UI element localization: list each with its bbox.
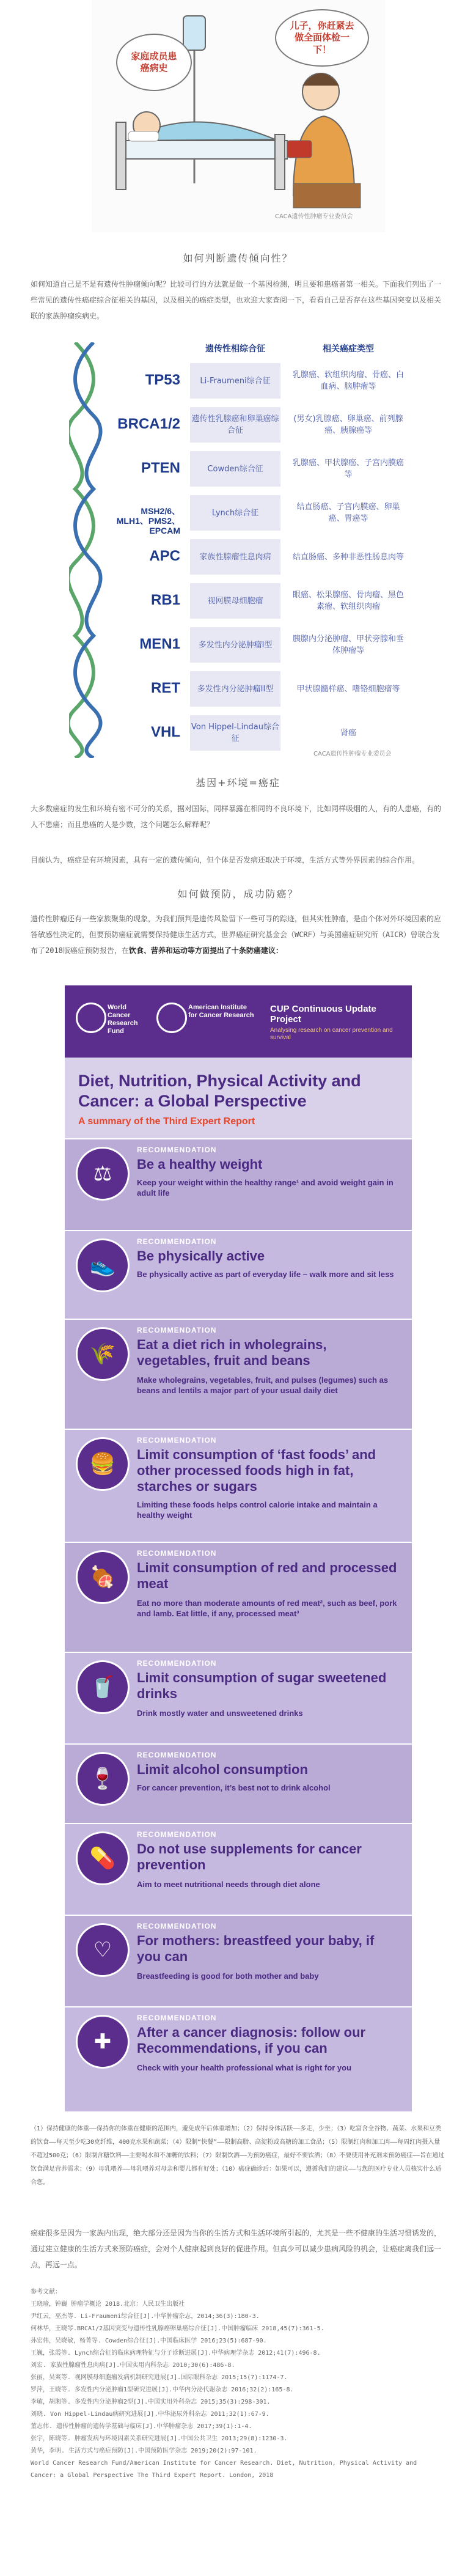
table-row xyxy=(112,493,411,533)
recommendation-detail: Check with your health professional what is right for you xyxy=(137,2063,352,2072)
recommendation-title: Be a healthy weight xyxy=(137,1157,263,1172)
cancer-types: 甲状腺髓样癌、嗜铬细胞瘤等 xyxy=(296,684,400,694)
recommendation-item xyxy=(65,1429,412,1543)
recommendation-detail: Breastfeeding is good for both mother and baby xyxy=(137,1971,319,1981)
cancer-types: 胰腺内分泌肿瘤、甲状旁腺和垂体肿瘤等 xyxy=(292,635,404,655)
recommendation-label: RECOMMENDATION xyxy=(137,1830,217,1839)
recommendation-title: Limit consumption of ‘fast foods’ and other processed foods high in fat, starches or sugars xyxy=(137,1447,376,1494)
syndrome-name: Cowden综合征 xyxy=(190,451,280,487)
wheat-icon: 🌾 xyxy=(76,1327,130,1381)
org-aicr: American Institute for Cancer Research xyxy=(188,1004,254,1019)
globe-icon xyxy=(76,1003,106,1033)
cancer-types: 结直肠癌、多种非恶性肠息肉等 xyxy=(292,552,404,562)
section-title-gene-environment: 基因+环境=癌症 xyxy=(196,777,280,789)
reference-item: 张丽，吴爽等. 视网膜母细胞瘤发病机制研究进展[J].国际眼科杂志 2015;15(7):1174-7. xyxy=(31,2374,288,2381)
references xyxy=(31,2286,446,2482)
meat-icon: 🍖 xyxy=(76,1550,130,1604)
org-cup: CUP Continuous Update Project xyxy=(270,1004,376,1025)
recommendation-detail: Aim to meet nutritional needs through diet alone xyxy=(137,1880,320,1889)
cancer-types: 肾癌 xyxy=(340,728,356,738)
reference-item: 罗萍，王晓等. 多发性内分泌肿瘤1型研究进展[J].中华内分泌代谢杂志 2016;32(2):165-8. xyxy=(31,2386,294,2393)
drink-cup-icon: 🥤 xyxy=(76,1660,130,1714)
section-title-prevention: 如何做预防，成功防癌？ xyxy=(177,888,299,900)
cancer-types: 乳腺癌、甲状腺癌、子宫内膜癌等 xyxy=(292,458,404,479)
gene-name: VHL xyxy=(151,724,180,740)
syndrome-name: Von Hippel-Lindau综合征 xyxy=(190,715,280,751)
dna-helix-graphic xyxy=(69,342,106,758)
section-paragraph-prevention xyxy=(31,911,446,959)
syndrome-name: 家族性腺瘤性息肉病 xyxy=(190,539,280,575)
reference-item: 董志伟. 遗传性肿瘤的遗传学基础与临床[J].中华肿瘤杂志 2017;39(1):1-4. xyxy=(31,2423,252,2430)
recommendation-title: Be physically active xyxy=(137,1248,265,1264)
recommendation-label: RECOMMENDATION xyxy=(137,1922,217,1930)
reference-item: 黄华，李明. 生活方式与癌症预防[J].中国预防医学杂志 2019;20(2):97-101. xyxy=(31,2448,257,2454)
wcrf-recommendations-poster xyxy=(65,985,412,2110)
recommendation-item xyxy=(65,1542,412,1653)
pill-icon: 💊 xyxy=(76,1831,130,1885)
recommendation-label: RECOMMENDATION xyxy=(137,1436,217,1444)
recommendation-label: RECOMMENDATION xyxy=(137,1237,217,1246)
recommendation-item xyxy=(65,1138,412,1231)
syndrome-name: Lynch综合征 xyxy=(190,495,280,531)
cartoon-watermark: CACA遗传性肿瘤专业委员会 xyxy=(275,213,353,220)
speech-bubble-left-text: 家庭成员患癌病史 xyxy=(131,50,177,73)
table-row xyxy=(112,361,411,401)
cartoon-illustration xyxy=(92,0,385,232)
reference-item: 王晓瑜，钟巍 肿瘤学概论 2018.北京：人民卫生出版社 xyxy=(31,2301,185,2308)
table-header-syndrome: 遗传性相综合征 xyxy=(205,344,265,354)
medical-cross-icon: ✚ xyxy=(76,2015,130,2069)
mother-baby-icon: ♡ xyxy=(76,1923,130,1977)
table-row xyxy=(112,581,411,621)
recommendation-detail: Make wholegrains, vegetables, fruit, and pulses (legumes) such as beans and lentils a major part of your usual daily diet xyxy=(137,1375,389,1395)
recommendation-label: RECOMMENDATION xyxy=(137,1326,217,1334)
prevention-text: 遗传性肿瘤还有一些家族聚集的现象，为我们预判是遗传风险留下一些可寻的踪迹，但其实性肿瘤，是由个体对外环境因素的应答敏感性决定的，但要预防癌症就需要保持健康生活方式，世界癌症研究基金会（WCRF）与美国癌症研究所（AICR）曾联合发布了2018版癌症预防报告，在 xyxy=(31,914,442,955)
section-paragraph-gene-environment-2: 目前认为，癌症是有环境因素，具有一定的遗传倾向，但个体是否发病还取决于环境，生活方式等外界因素的综合作用。 xyxy=(31,856,420,864)
gene-name: MEN1 xyxy=(139,636,180,652)
table-row xyxy=(112,625,411,665)
recommendation-detail: For cancer prevention, it’s best not to drink alcohol xyxy=(137,1783,331,1792)
reference-item: World Cancer Research Fund/American Institute for Cancer Research. Diet, Nutrition, Physical Activity and Cancer: a Global Perspective The Third Expert Report. London, 2018 xyxy=(31,2460,417,2479)
recommendation-label: RECOMMENDATION xyxy=(137,1659,217,1668)
table-row xyxy=(112,669,411,709)
reference-item: 孙宏伟，吴晓敏，杨菁等. Cowden综合征[J].中国临床医学 2016;23(5):687-90. xyxy=(31,2338,267,2344)
recommendation-label: RECOMMENDATION xyxy=(137,2014,217,2022)
recommendation-item xyxy=(65,1319,412,1430)
section-paragraph-genetic-tendency: 如何知道自己是不是有遗传性肿瘤倾向呢？比较可行的方法就是做一个基因检测，明且要和患癌者第一相关。下面我们列出了一些常见的遗传性癌症综合征相关的基因，以及相关的癌症类型，也欢迎大家查阅一下，看看自己是否存在这些基因突变以及相关联的家族肿瘤疾病史。 xyxy=(31,280,442,320)
recommendation-item xyxy=(65,1915,412,2007)
reference-item: 李敏，胡湘等. 多发性内分泌肿瘤2型[J].中国实用外科杂志 2015;35(3):298-301. xyxy=(31,2399,271,2405)
org-wcrf: World Cancer Research Fund xyxy=(108,1004,138,1035)
gene-name: PTEN xyxy=(141,460,180,476)
cancer-types: (男女)乳腺癌、卵巢癌、前列腺癌、胰腺癌等 xyxy=(293,414,403,435)
recommendation-label: RECOMMENDATION xyxy=(137,1549,217,1558)
speech-bubble-right-text: 儿子，你赶紧去做全面体检一下！ xyxy=(290,20,354,55)
recommendation-title: Limit alcohol consumption xyxy=(137,1762,308,1777)
recommendation-title: After a cancer diagnosis: follow our Recommendations, if you can xyxy=(137,2025,366,2056)
speech-bubble-left xyxy=(116,34,192,91)
table-watermark: CACA遗传性肿瘤专业委员会 xyxy=(313,751,392,757)
reference-item: 何林华，王晓琴.BRCA1/2基因突变与遗传性乳腺癌卵巢癌综合征[J].中国肿瘤临床 2018,45(7):361-5. xyxy=(31,2325,324,2332)
syndrome-name: 视网膜母细胞瘤 xyxy=(190,583,280,619)
speech-bubble-right xyxy=(275,9,369,67)
recommendation-item xyxy=(65,2006,412,2111)
recommendation-item xyxy=(65,1823,412,1916)
recommendations-translation: （1）保持健康的体重——保持你的体重在健康的范围内，避免成年后体重增加；（2）保持身体活跃——多走，少坐；（3）吃富含全谷物、蔬菜、水果和豆类的饮食——每天至少吃30克纤维，400克水果和蔬菜；（4）限制“快餐”——限制高脂、高淀粉或高糖的加工食品；（5）限制红肉和加工肉——每周红肉摄入量不超过500克；（6）限制含糖饮料——主要喝水和不加糖的饮料；（7）限制饮酒——为预防癌症，最好不要饮酒；（8）不要使用补充剂来预防癌症——旨在通过饮食满足营养需求；（9）母乳喂养——母乳喂养对母亲和婴儿都有好处；（10）癌症确诊后：如果可以，遵循我们的建议——与您的医疗专业人员核实什么适合您。 xyxy=(31,2125,445,2186)
reference-item: 王巍，张霞等. Lynch综合征的临床病理特征与分子诊断进展[J].中华病理学杂志 2012;41(7):496-8. xyxy=(31,2350,321,2357)
closing-paragraph: 癌症很多是因为一家族内出现，绝大部分还是因为当你的生活方式和生活环境所引起的，尤其是一些不健康的生活习惯诱发的，通过建立健康的生活方式来预防癌症，会对个人健康起到良好的促进作用。但真少可以减少患病风险的机会，让癌症离我们远一点，再远一点。 xyxy=(31,2229,442,2269)
references-title: 参考文献： xyxy=(31,2289,61,2295)
recommendation-detail: Drink mostly water and unsweetened drinks xyxy=(137,1709,303,1718)
poster-subtitle: A summary of the Third Expert Report xyxy=(78,1116,255,1127)
prevention-text-bold: 饮食、营养和运动等方面提出了十条防癌建议： xyxy=(128,946,283,955)
cancer-types: 结直肠癌、子宫内膜癌、卵巢癌、胃癌等 xyxy=(296,502,400,523)
reference-item: 张宇，陈晓等. 肿瘤发病与环境因素关系研究进展[J].中国公共卫生 2013;29(8):1230-3. xyxy=(31,2435,288,2442)
recommendation-item xyxy=(65,1743,412,1824)
recommendation-label: RECOMMENDATION xyxy=(137,1751,217,1759)
reference-item: 尹红云，巫杰等. Li-Fraumeni综合征[J].中华肿瘤杂志，2014;36(3):180-3. xyxy=(31,2313,260,2320)
table-row xyxy=(112,449,411,489)
gene-name: TP53 xyxy=(145,372,180,388)
syndrome-table xyxy=(69,342,411,758)
table-row xyxy=(112,405,411,445)
gene-name: RET xyxy=(151,680,180,696)
poster-title: Diet, Nutrition, Physical Activity and Cancer: a Global Perspective xyxy=(78,1072,361,1110)
table-row xyxy=(112,713,411,753)
wine-glass-icon: 🍷 xyxy=(76,1752,130,1806)
syndrome-name: Li-Fraumeni综合征 xyxy=(190,363,280,399)
syndrome-name: 多发性内分泌肿瘤II型 xyxy=(190,671,280,707)
section-paragraph-gene-environment-1: 大多数癌症的发生和环境有密不可分的关系，据对国际，同样暴露在相同的不良环境下，比如同样吸烟的人，有的人患癌，有的人不患癌；而且患癌的人是少数，这个问题怎么解释呢？ xyxy=(31,804,442,829)
table-header-cancer-types: 相关癌症类型 xyxy=(323,344,374,354)
recommendation-item xyxy=(65,1652,412,1745)
recommendation-label: RECOMMENDATION xyxy=(137,1146,217,1154)
globe-icon xyxy=(156,1003,187,1033)
reference-item: 刘宏. 家族性腺瘤性息肉病[J].中国实用内科杂志 2010;30(6):486-8. xyxy=(31,2362,235,2369)
gene-name: BRCA1/2 xyxy=(117,416,180,432)
fast-food-icon: 🍔 xyxy=(76,1437,130,1491)
org-cup-subtitle: Analysing research on cancer prevention and survival xyxy=(270,1027,393,1041)
recommendation-detail: Limiting these foods helps control calorie intake and maintain a healthy weight xyxy=(137,1500,378,1520)
reference-item: 刘晓. Von Hippel-Lindau病研究进展[J].中华泌尿外科杂志 2011;32(1):67-9. xyxy=(31,2411,269,2418)
weighing-scale-icon: ⚖ xyxy=(76,1147,130,1201)
section-title-genetic-tendency: 如何判断遗传倾向性？ xyxy=(183,252,293,264)
recommendation-title: Do not use supplements for cancer prevention xyxy=(137,1841,362,1872)
recommendation-detail: Keep your weight within the healthy range¹ and avoid weight gain in adult life xyxy=(137,1178,394,1198)
syndrome-name: 多发性内分泌肿瘤I型 xyxy=(190,627,280,663)
running-shoe-icon: 👟 xyxy=(76,1238,130,1292)
recommendation-title: Limit consumption of sugar sweetened drinks xyxy=(137,1670,387,1701)
recommendation-title: For mothers: breastfeed your baby, if you can xyxy=(137,1933,375,1964)
cancer-types: 乳腺癌、软组织肉瘤、骨癌、白血病、脑肿瘤等 xyxy=(292,370,404,391)
syndrome-name: 遗传性乳腺癌和卵巢癌综合征 xyxy=(190,407,280,443)
recommendation-detail: Be physically active as part of everyday life – walk more and sit less xyxy=(137,1270,394,1279)
table-row xyxy=(112,537,411,577)
poster-header-bar xyxy=(65,985,412,1058)
recommendation-title: Limit consumption of red and processed meat xyxy=(137,1560,397,1591)
recommendation-item xyxy=(65,1230,412,1320)
gene-name: MSH2/6、MLH1、PMS2、EPCAM xyxy=(116,506,180,535)
gene-name: RB1 xyxy=(150,592,180,608)
cancer-types: 眼癌、松果腺癌、骨肉瘤、黑色素瘤、软组织肉瘤 xyxy=(292,591,404,611)
recommendation-detail: Eat no more than moderate amounts of red meat², such as beef, pork and lamb. Eat little, if any, processed meat³ xyxy=(137,1599,397,1618)
recommendation-title: Eat a diet rich in wholegrains, vegetables, fruit and beans xyxy=(137,1337,327,1368)
gene-name: APC xyxy=(149,548,180,564)
